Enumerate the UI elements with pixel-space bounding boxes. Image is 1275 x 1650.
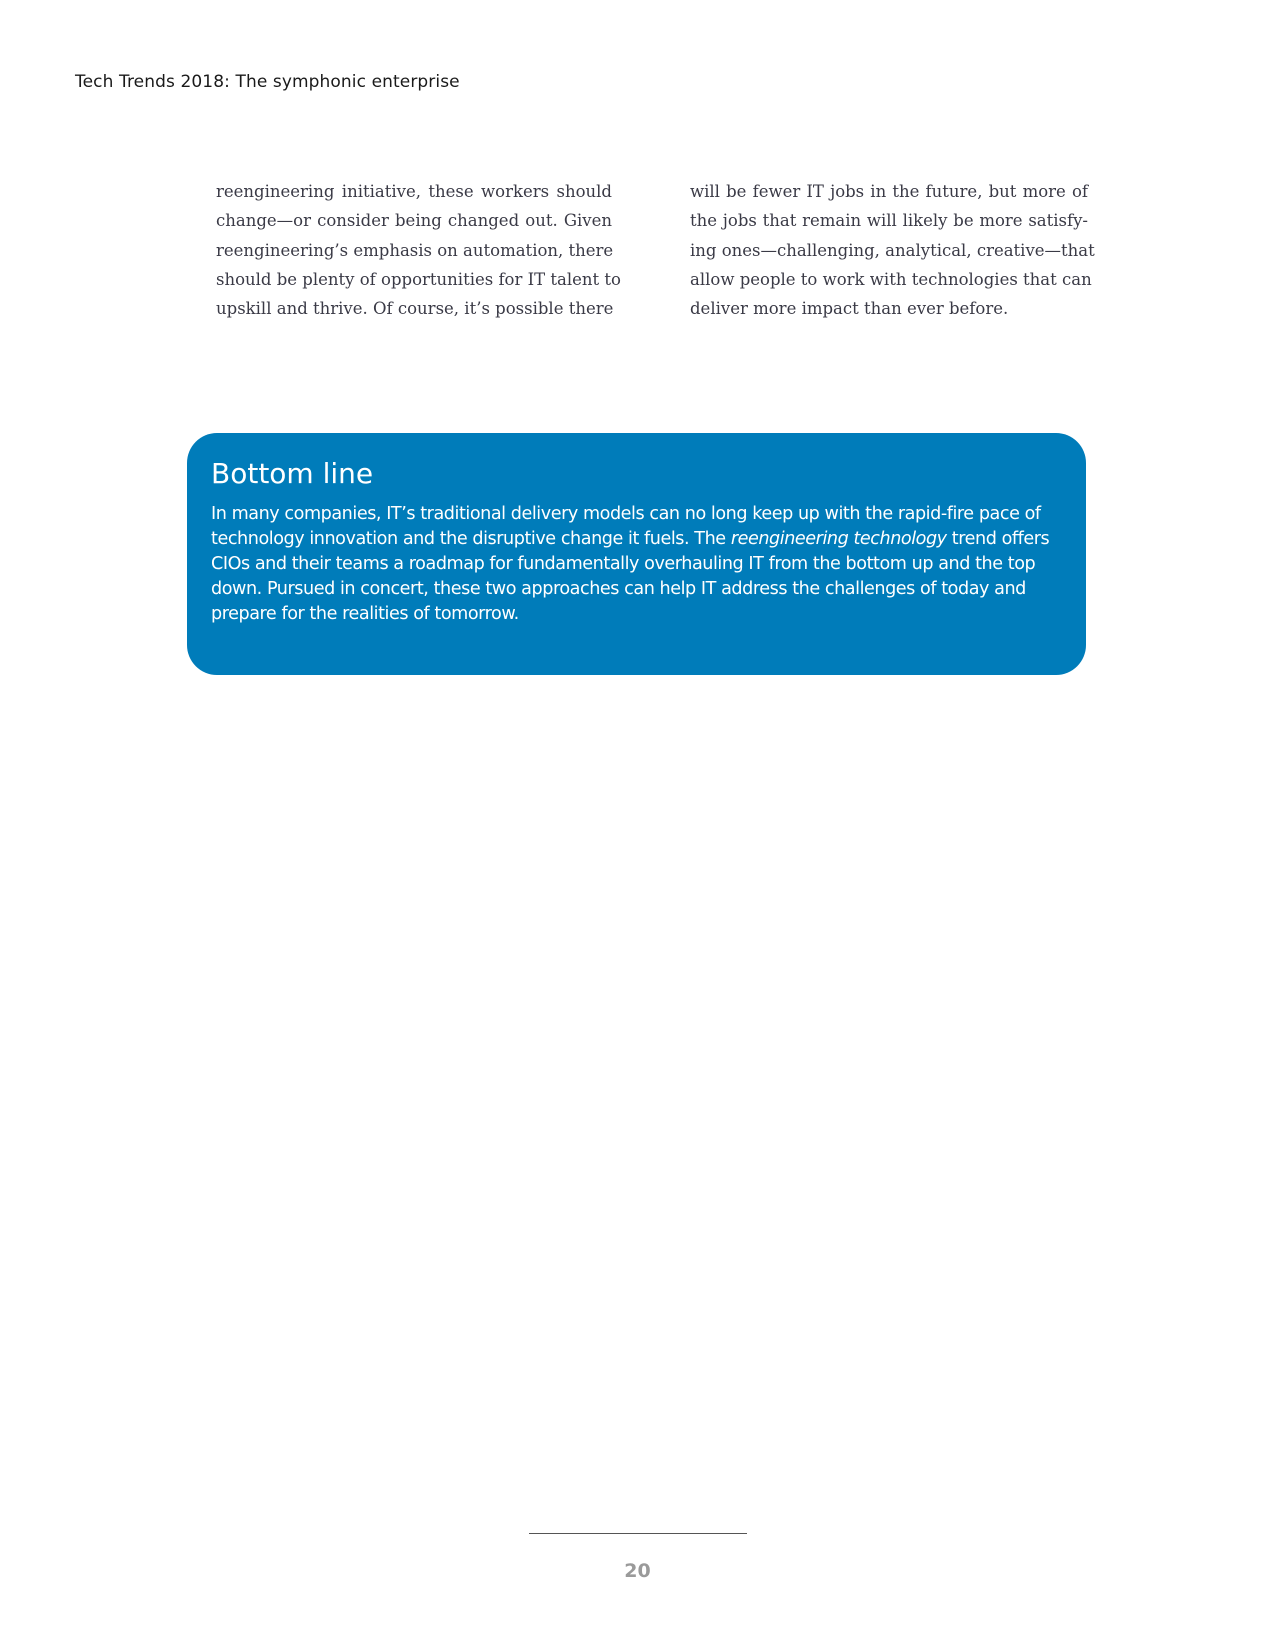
body-line: deliver more impact than ever before.: [690, 299, 1009, 319]
body-column-right: [690, 177, 1095, 323]
body-column-left: [216, 177, 621, 323]
body-line: the jobs that remain will likely be more satisfy-: [690, 211, 1088, 231]
callout-title: Bottom line: [211, 457, 374, 490]
body-line: should be plenty of opportunities for IT talent to: [216, 269, 621, 289]
running-header-title: Tech Trends 2018: The symphonic enterprise: [75, 72, 460, 92]
body-line: reengineering’s emphasis on automation, there: [216, 240, 614, 260]
body-line: upskill and thrive. Of course, it’s possible there: [216, 299, 614, 319]
body-line: will be fewer IT jobs in the future, but more of: [690, 182, 1088, 201]
body-line: change—or consider being changed out. Given: [216, 211, 612, 231]
callout-text-part: trend offers CIOs and their teams a roadmap for fundamentally overhauling IT from the bottom up and the top down. Pursued in concert, these two approaches can help IT address the challenges of today and prepare for the realities of tomorrow.: [211, 528, 1050, 624]
footer-divider: [529, 1533, 747, 1534]
callout-body: [211, 502, 1062, 627]
bottom-line-callout: [187, 433, 1086, 675]
callout-italic-term: reengineering technology: [730, 528, 947, 549]
body-line: allow people to work with technologies that can: [690, 269, 1092, 289]
page-number: 20: [624, 1560, 651, 1582]
body-line: reengineering initiative, these workers should: [216, 182, 612, 201]
body-line: ing ones—challenging, analytical, creative—that: [690, 240, 1095, 260]
callout-text-part: In many companies, IT’s traditional delivery models can no long keep up with the rapid-fire pace of technology innovation and the disruptive change it fuels. The: [211, 503, 1041, 549]
